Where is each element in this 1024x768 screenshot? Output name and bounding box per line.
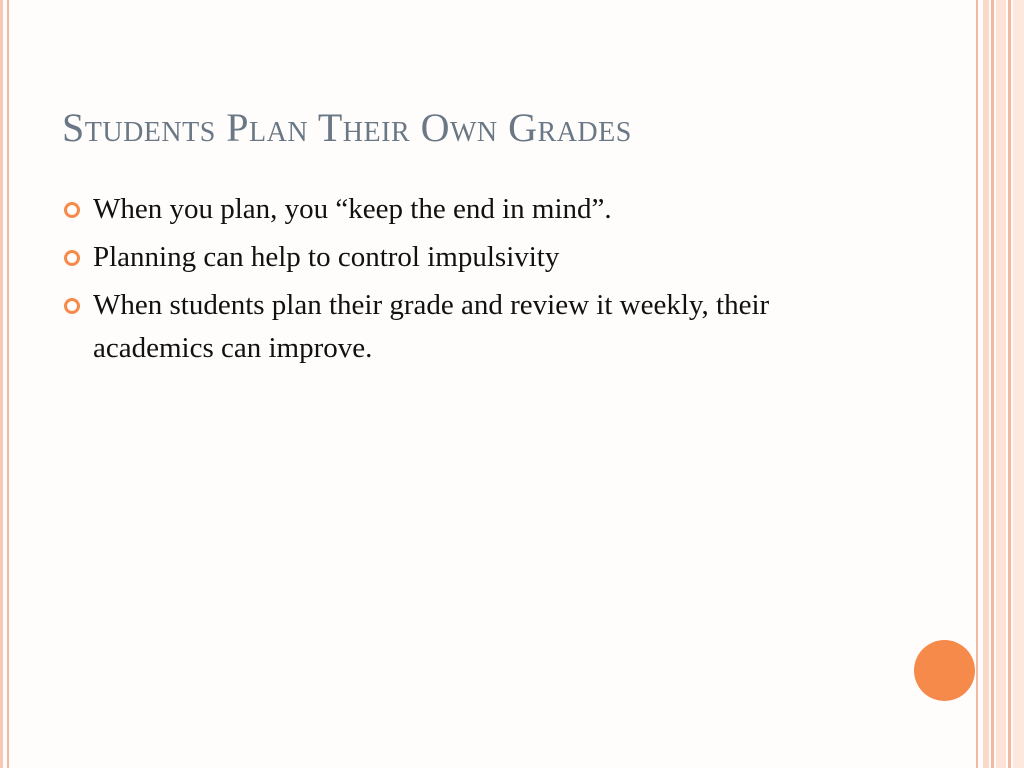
bullet-list	[64, 188, 824, 375]
right-border-stripe	[1008, 0, 1011, 768]
left-border-stripe-inner	[7, 0, 9, 768]
bullet-text: When you plan, you “keep the end in mind”.	[93, 193, 612, 225]
hollow-circle-icon	[64, 298, 80, 314]
bullet-item	[64, 188, 824, 231]
bullet-text: Planning can help to control impulsivity	[93, 241, 560, 273]
right-border-stripe	[976, 0, 978, 768]
right-border-stripe	[991, 0, 994, 768]
hollow-circle-icon	[64, 250, 80, 266]
bullet-item	[64, 284, 824, 370]
bullet-item	[64, 236, 824, 279]
right-border-stripe	[996, 0, 1006, 768]
right-border-stripe	[983, 0, 989, 768]
hollow-circle-icon	[64, 202, 80, 218]
bullet-text: When students plan their grade and review it weekly, their academics can improve.	[93, 289, 770, 364]
left-border-stripe	[0, 0, 3, 768]
right-border-stripe	[1013, 0, 1024, 768]
slide-title: Students Plan Their Own Grades	[62, 105, 632, 150]
orange-circle-decoration	[914, 640, 975, 701]
